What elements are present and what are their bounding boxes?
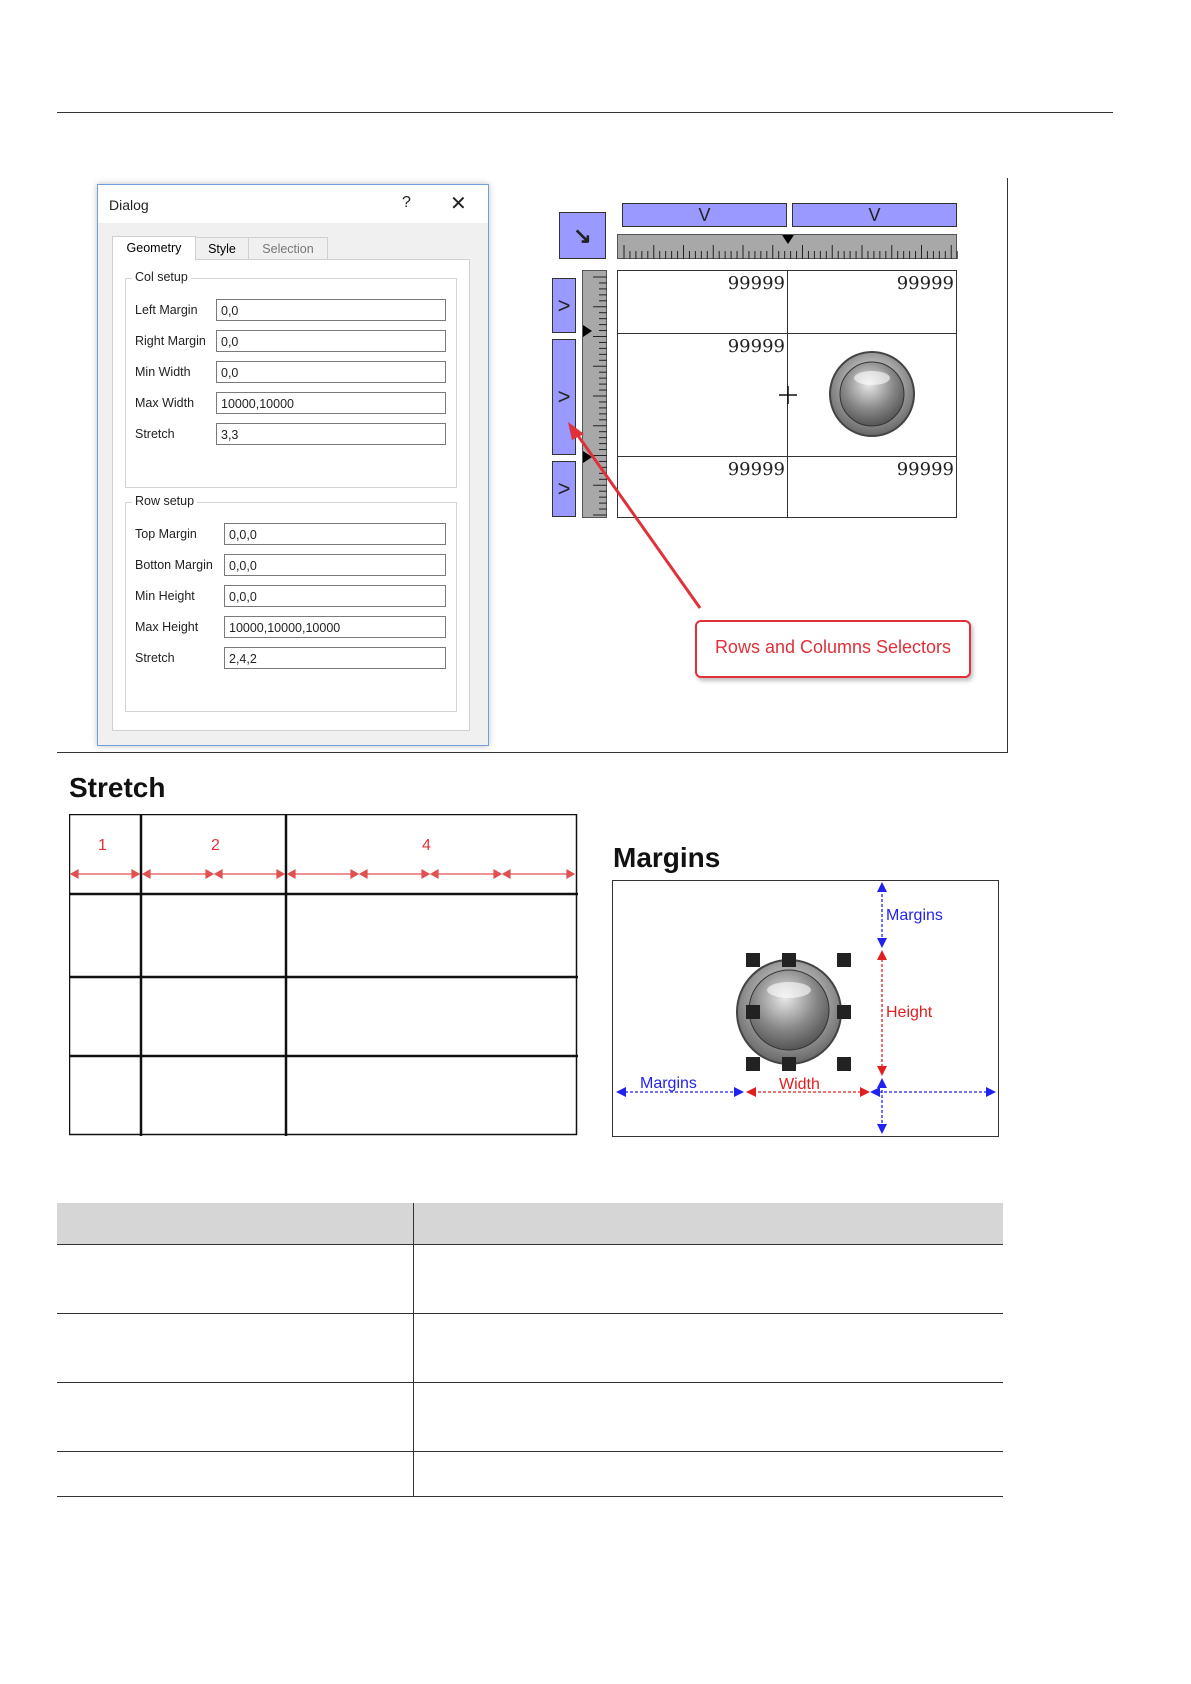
field-label: Stretch — [135, 427, 175, 441]
stretch-diagram — [69, 814, 578, 1136]
geometry-panel — [112, 259, 470, 731]
callout-box: Rows and Columns Selectors — [695, 620, 971, 678]
field-label: Right Margin — [135, 334, 206, 348]
chevron-down-icon: V — [868, 204, 881, 225]
table-column-divider — [413, 1203, 414, 1496]
column-selector-2[interactable] — [792, 203, 957, 227]
table-row — [57, 1245, 1003, 1314]
grid-cell[interactable] — [617, 270, 788, 334]
bottom-margin-input[interactable]: 0,0,0 — [224, 554, 446, 576]
table-row — [57, 1452, 1003, 1497]
max-width-input[interactable]: 10000,10000 — [216, 392, 446, 414]
left-margin-input[interactable]: 0,0 — [216, 299, 446, 321]
margins-heading: Margins — [613, 842, 721, 873]
col-stretch-input[interactable]: 3,3 — [216, 423, 446, 445]
dialog-titlebar — [98, 185, 488, 223]
field-label: Max Height — [135, 620, 199, 634]
field-label: Min Width — [135, 365, 191, 379]
max-height-input[interactable]: 10000,10000,10000 — [224, 616, 446, 638]
stretch-heading: Stretch — [69, 772, 166, 803]
field-label: Stretch — [135, 651, 175, 665]
grid-cell[interactable] — [787, 456, 957, 518]
crosshair-icon — [779, 386, 797, 404]
cell-value: 99999 — [896, 273, 954, 294]
help-button[interactable]: ? — [402, 194, 411, 211]
cell-value: 99999 — [727, 336, 785, 357]
field-label: Min Height — [135, 589, 195, 603]
col-setup-title: Col setup — [132, 270, 191, 284]
min-height-input[interactable]: 0,0,0 — [224, 585, 446, 607]
right-margin-input[interactable]: 0,0 — [216, 330, 446, 352]
ruler-ticks — [618, 235, 958, 260]
table-row — [57, 1383, 1003, 1452]
row-selector-1[interactable] — [552, 278, 576, 333]
chevron-right-icon: > — [557, 476, 571, 501]
close-button[interactable]: ✕ — [450, 193, 467, 215]
cell-value: 99999 — [896, 459, 954, 480]
chevron-down-icon: V — [698, 204, 711, 225]
stretch-label-4: 4 — [422, 837, 431, 854]
column-ruler[interactable] — [617, 234, 957, 259]
grid-cell[interactable] — [787, 333, 957, 457]
margins-left-label: Margins — [640, 1075, 697, 1092]
round-button-widget[interactable] — [828, 350, 916, 438]
chevron-right-icon: > — [557, 384, 571, 409]
col-setup-group — [125, 270, 457, 488]
row-splitter-marker — [583, 325, 592, 337]
chevron-right-icon: > — [557, 292, 571, 318]
top-rule — [57, 112, 1113, 113]
field-label: Top Margin — [135, 527, 197, 541]
top-margin-input[interactable]: 0,0,0 — [224, 523, 446, 545]
dialog-window — [97, 184, 489, 746]
table-header — [57, 1203, 1003, 1245]
tab-geometry[interactable]: Geometry — [112, 236, 196, 261]
row-stretch-input[interactable]: 2,4,2 — [224, 647, 446, 669]
stretch-label-2: 2 — [211, 837, 220, 854]
width-label: Width — [779, 1076, 820, 1093]
cell-value: 99999 — [727, 459, 785, 480]
row-setup-title: Row setup — [132, 494, 197, 508]
field-label: Left Margin — [135, 303, 198, 317]
tab-selection[interactable]: Selection — [248, 237, 328, 260]
margins-top-label: Margins — [886, 907, 943, 924]
dialog-title: Dialog — [109, 197, 149, 213]
grid-cell[interactable] — [787, 270, 957, 334]
row-setup-group — [125, 494, 457, 712]
field-label: Max Width — [135, 396, 195, 410]
tab-style[interactable]: Style — [194, 237, 250, 260]
callout-arrow — [557, 420, 710, 620]
arrow-down-right-icon: ↘ — [573, 222, 592, 248]
height-label: Height — [886, 1004, 933, 1021]
corner-select-button[interactable] — [559, 212, 606, 259]
cell-value: 99999 — [727, 273, 785, 294]
column-splitter-marker — [782, 235, 794, 244]
field-label: Botton Margin — [135, 558, 213, 572]
min-width-input[interactable]: 0,0 — [216, 361, 446, 383]
column-selector-1[interactable] — [622, 203, 787, 227]
stretch-label-1: 1 — [98, 837, 107, 854]
table-row — [57, 1314, 1003, 1383]
